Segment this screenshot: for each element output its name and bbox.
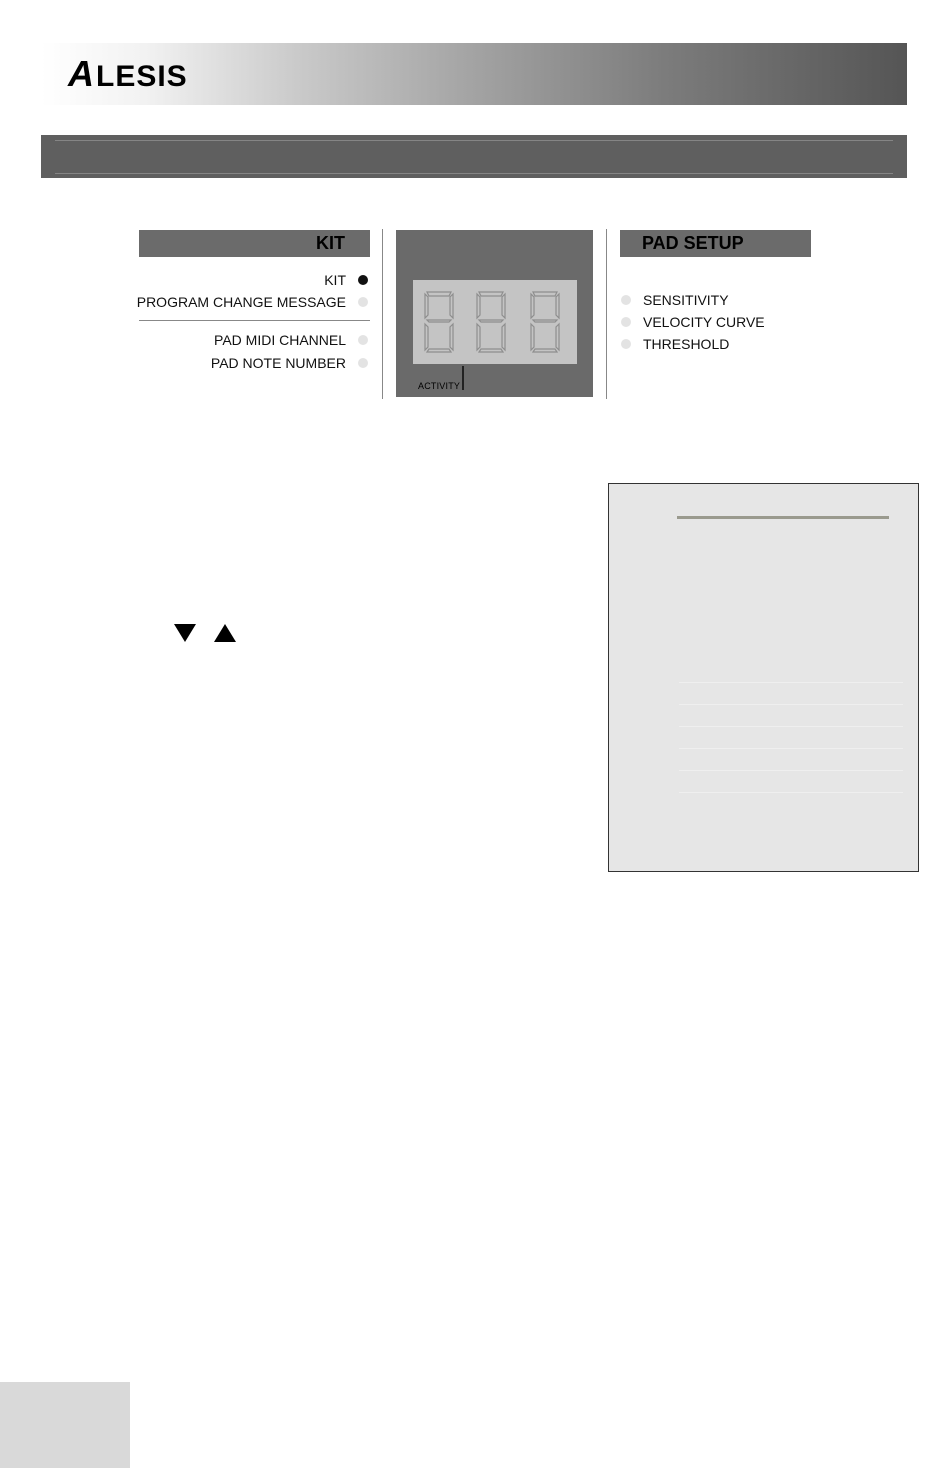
velocity-curve-led-indicator: [621, 317, 631, 327]
pad-midi-channel-led-indicator: [358, 335, 368, 345]
svg-text:A: A: [68, 53, 93, 93]
sidebar-row-line: [679, 682, 903, 683]
kit-divider: [139, 320, 370, 321]
sensitivity-led-indicator: [621, 295, 631, 305]
pad-note-number-led-indicator: [358, 358, 368, 368]
sidebar-row-line: [679, 792, 903, 793]
pad-setup-item-threshold-label: THRESHOLD: [643, 336, 730, 352]
pad-setup-item-velocity-curve-label: VELOCITY CURVE: [643, 314, 765, 330]
kit-item-pad-note-number-label: PAD NOTE NUMBER: [210, 355, 346, 371]
kit-item-pad-midi-channel-label: PAD MIDI CHANNEL: [214, 332, 346, 348]
kit-led-indicator: [358, 275, 368, 285]
panel-separator-right: [606, 229, 607, 399]
page-corner-tab: [0, 1382, 130, 1468]
alesis-logo: [66, 53, 246, 93]
threshold-led-indicator: [621, 339, 631, 349]
sidebar-row-line: [679, 748, 903, 749]
down-arrow-icon: [174, 624, 196, 642]
pad-setup-panel-title: PAD SETUP: [620, 230, 811, 257]
kit-item-program-change-label: PROGRAM CHANGE MESSAGE: [136, 294, 346, 310]
kit-item-kit-label: KIT: [324, 272, 346, 288]
up-arrow-icon: [214, 624, 236, 642]
pad-setup-item-sensitivity-label: SENSITIVITY: [643, 292, 729, 308]
sidebar-row-line: [679, 770, 903, 771]
sidebar-row-line: [679, 704, 903, 705]
panel-separator-left: [382, 229, 383, 399]
activity-indicator: [462, 366, 464, 390]
arrow-buttons: [173, 622, 239, 646]
sidebar-row-line: [679, 726, 903, 727]
activity-label: ACTIVITY: [418, 381, 461, 391]
seven-segment-display: [413, 280, 577, 364]
svg-text:LESIS: LESIS: [96, 60, 188, 93]
kit-panel-title: KIT: [139, 230, 370, 257]
sidebar-title-rule: [677, 516, 889, 519]
section-title-bar: [41, 135, 907, 178]
info-sidebar-box: [608, 483, 919, 872]
program-change-led-indicator: [358, 297, 368, 307]
segment-digits: [413, 280, 577, 364]
